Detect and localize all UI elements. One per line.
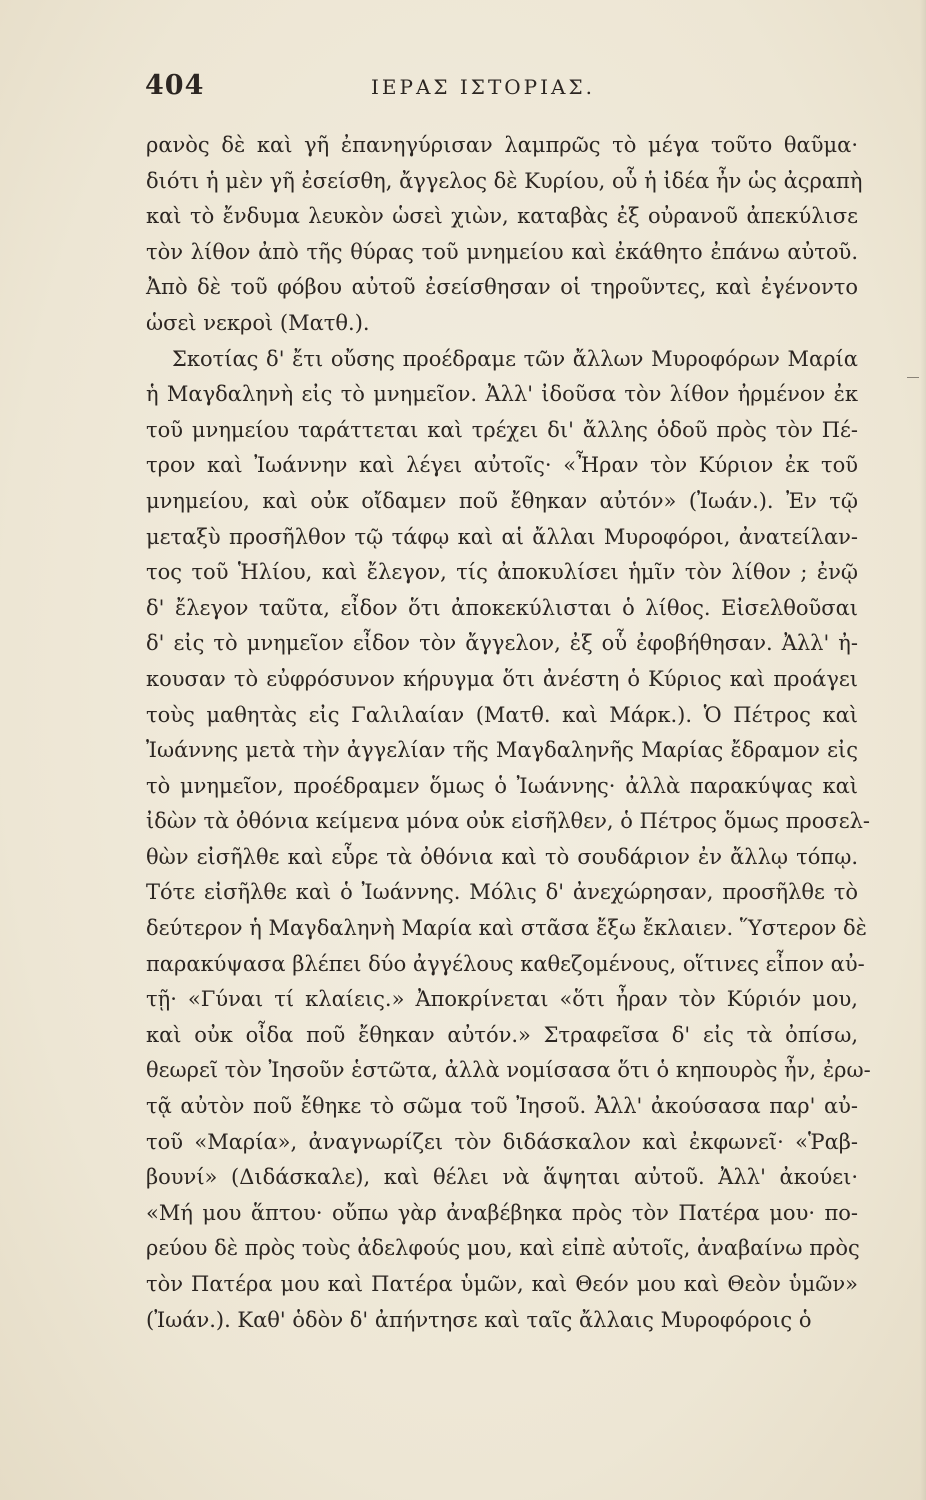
text-line: ρανὸς δὲ καὶ γῆ ἐπανηγύρισαν λαμπρῶς τὸ μέγα τοῦτο θαῦμα· [146, 133, 858, 157]
text-line: ἡ Μαγδαληνὴ εἰς τὸ μνημεῖον. Ἀλλ' ἰδοῦσα τὸν λίθον ἠρμένον ἐκ [146, 382, 858, 407]
text-line: παρακύψασα βλέπει δύο ἀγγέλους καθεζομένους, οἵτινες εἶπον αὐ- [146, 951, 865, 976]
text-line: δ' εἰς τὸ μνημεῖον εἶδον τὸν ἄγγελον, ἐξ οὗ ἐφοβήθησαν. Ἀλλ' ἠ- [146, 631, 858, 656]
text-line: ρεύου δὲ πρὸς τοὺς ἀδελφούς μου, καὶ εἰπὲ αὐτοῖς, ἀναβαίνω πρὸς [146, 1236, 860, 1261]
page-number: 404 [145, 70, 205, 101]
text-line: δεύτερον ἡ Μαγδαληνὴ Μαρία καὶ στᾶσα ἔξω ἔκλαιεν. Ὕστερον δὲ [146, 916, 867, 941]
text-line: τρον καὶ Ἰωάννην καὶ λέγει αὐτοῖς· «Ἦραν τὸν Κύριον ἐκ τοῦ [146, 453, 858, 478]
text-line: Τότε εἰσῆλθε καὶ ὁ Ἰωάννης. Μόλις δ' ἀνεχώρησαν, προσῆλθε τὸ [146, 880, 858, 905]
page-edge-shadow [920, 0, 926, 1500]
text-line: τοὺς μαθητὰς εἰς Γαλιλαίαν (Ματθ. καὶ Μάρκ.). Ὁ Πέτρος καὶ [146, 702, 858, 727]
text-line: μνημείου, καὶ οὐκ οἴδαμεν ποῦ ἔθηκαν αὐτόν» (Ἰωάν.). Ἐν τῷ [146, 488, 858, 513]
text-line: βουνί» (Διδάσκαλε), καὶ θέλει νὰ ἅψηται αὐτοῦ. Ἀλλ' ἀκούει· [146, 1165, 858, 1190]
text-line: τῇ· «Γύναι τί κλαίεις.» Ἀποκρίνεται «ὅτι ἦραν τὸν Κύριόν μου, [146, 987, 858, 1012]
text-line: θὼν εἰσῆλθε καὶ εὗρε τὰ ὀθόνια καὶ τὸ σουδάριον ἐν ἄλλῳ τόπῳ. [146, 844, 858, 869]
text-line: (Ἰωάν.). Καθ' ὁδὸν δ' ἀπήντησε καὶ ταῖς ἄλλαις Μυροφόροις ὁ [146, 1307, 812, 1332]
text-line: Σκοτίας δ' ἔτι οὔσης προέδραμε τῶν ἄλλων Μυροφόρων Μαρία [172, 346, 858, 371]
text-line: καὶ τὸ ἔνδυμα λευκὸν ὡσεὶ χιὼν, καταβὰς ἐξ οὐρανοῦ ἀπεκύλισε [146, 204, 858, 229]
text-line: τᾷ αὐτὸν ποῦ ἔθηκε τὸ σῶμα τοῦ Ἰησοῦ. Ἀλλ' ἀκούσασα παρ' αὐ- [146, 1094, 858, 1119]
text-line: δ' ἔλεγον ταῦτα, εἶδον ὅτι ἀποκεκύλισται ὁ λίθος. Εἰσελθοῦσαι [146, 595, 858, 620]
text-line: ἰδὼν τὰ ὀθόνια κείμενα μόνα οὐκ εἰσῆλθεν, ὁ Πέτρος ὅμως προσελ- [146, 809, 871, 834]
margin-mark [907, 377, 919, 378]
text-line: τος τοῦ Ἡλίου, καὶ ἔλεγον, τίς ἀποκυλίσει ἡμῖν τὸν λίθον ; ἐνῷ [146, 560, 858, 585]
text-line: καὶ οὐκ οἶδα ποῦ ἔθηκαν αὐτόν.» Στραφεῖσα δ' εἰς τὰ ὀπίσω, [146, 1022, 858, 1047]
text-line: «Μή μου ἅπτου· οὔπω γὰρ ἀναβέβηκα πρὸς τὸν Πατέρα μου· πο- [146, 1200, 858, 1225]
text-line: Ἀπὸ δὲ τοῦ φόβου αὐτοῦ ἐσείσθησαν οἱ τηροῦντες, καὶ ἐγένοντο [146, 275, 858, 300]
text-line: κουσαν τὸ εὐφρόσυνον κήρυγμα ὅτι ἀνέστη ὁ Κύριος καὶ προάγει [146, 666, 858, 691]
running-head [145, 70, 855, 110]
running-title: ΙΕΡΑΣ ΙΣΤΟΡΙΑΣ. [371, 75, 595, 99]
text-line: Ἰωάννης μετὰ τὴν ἀγγελίαν τῆς Μαγδαληνῆς Μαρίας ἔδραμον εἰς [146, 738, 858, 763]
body-text [146, 128, 871, 1338]
text-line: τὸν λίθον ἀπὸ τῆς θύρας τοῦ μνημείου καὶ ἐκάθητο ἐπάνω αὐτοῦ. [146, 239, 858, 264]
text-line: θεωρεῖ τὸν Ἰησοῦν ἑστῶτα, ἀλλὰ νομίσασα ὅτι ὁ κηπουρὸς ἦν, ἐρω- [146, 1058, 871, 1083]
text-line: ὡσεὶ νεκροὶ (Ματθ.). [146, 310, 370, 335]
text-line: τὸ μνημεῖον, προέδραμεν ὅμως ὁ Ἰωάννης· ἀλλὰ παρακύψας καὶ [146, 773, 858, 798]
text-line: διότι ἡ μὲν γῆ ἐσείσθη, ἄγγελος δὲ Κυρίου, οὗ ἡ ἰδέα ἦν ὡς ἀςραπὴ [146, 168, 863, 193]
text-line: τοῦ «Μαρία», ἀναγνωρίζει τὸν διδάσκαλον καὶ ἐκφωνεῖ· «Ῥαβ- [146, 1129, 858, 1154]
text-line: τὸν Πατέρα μου καὶ Πατέρα ὑμῶν, καὶ Θεόν μου καὶ Θεὸν ὑμῶν» [146, 1272, 858, 1296]
text-line: τοῦ μνημείου ταράττεται καὶ τρέχει δι' ἄλλης ὁδοῦ πρὸς τὸν Πέ- [146, 417, 858, 442]
text-line: μεταξὺ προσῆλθον τῷ τάφῳ καὶ αἱ ἄλλαι Μυροφόροι, ἀνατείλαν- [146, 524, 858, 549]
